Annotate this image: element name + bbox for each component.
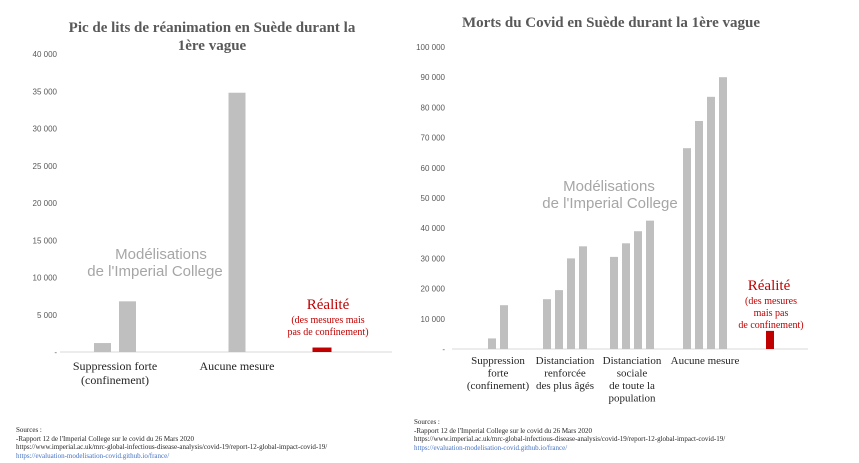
left-reality-label: Réalité: [306, 297, 350, 313]
y-tick-label: 10 000: [420, 314, 445, 324]
category-label: sociale: [616, 367, 648, 380]
y-tick-label: 25 000: [32, 161, 57, 171]
y-tick-label: 20 000: [420, 284, 445, 294]
category-label: Suppression forte: [72, 359, 158, 373]
right-sources-report: -Rapport 12 de l'Imperial College sur le covid du 26 Mars 2020: [414, 426, 592, 435]
model-bar: [567, 258, 575, 349]
right-model-label-line2: de l'Imperial College: [542, 195, 678, 212]
model-bar: [683, 148, 691, 349]
y-tick-label: 30 000: [32, 124, 57, 134]
left-sources: [16, 426, 327, 460]
y-tick-label: 20 000: [32, 199, 57, 208]
right-reality-sub-line3: de confinement): [738, 320, 804, 331]
category-label: Suppression: [471, 355, 525, 367]
y-tick-label: 40 000: [32, 50, 57, 59]
category-label: population: [608, 392, 656, 405]
category-label: des plus âgés: [535, 380, 595, 392]
right-reality-sub-line2: mais pas: [753, 308, 789, 319]
left-model-label-line1: Modélisations: [115, 246, 207, 263]
category-label: Distanciation: [602, 355, 662, 367]
y-tick-label: 70 000: [420, 133, 445, 143]
reality-bar: [313, 348, 332, 352]
model-bar: [719, 77, 727, 349]
y-tick-label: 5 000: [36, 310, 57, 320]
model-bar: [555, 290, 563, 349]
right-reality-sub-line1: (des mesures: [745, 296, 797, 307]
model-bar: [707, 97, 715, 349]
model-bar: [94, 343, 111, 352]
model-bar: [119, 301, 136, 352]
right-sources-url: https://www.imperial.ac.uk/mrc-global-infectious-disease-analysis/covid-19/report-12-global-impact-covid-19/: [414, 435, 726, 443]
model-bar: [695, 121, 703, 349]
left-model-label-line2: de l'Imperial College: [87, 263, 223, 280]
model-bar: [543, 299, 551, 349]
category-label: Distanciation: [535, 355, 595, 367]
category-label: Aucune mesure: [199, 359, 275, 373]
category-label: de toute la: [609, 380, 655, 392]
right-sources-heading: Sources :: [414, 418, 440, 426]
left-chart-title-line1: Pic de lits de réanimation en Suède durant la: [68, 20, 356, 36]
category-label: (confinement): [466, 380, 530, 392]
y-tick-label: 80 000: [420, 103, 445, 113]
model-bar: [610, 257, 618, 349]
model-bar: [622, 243, 630, 349]
model-bar: [229, 93, 246, 352]
right-chart-plot: [416, 43, 808, 405]
model-bar: [500, 305, 508, 349]
y-tick-label: 30 000: [420, 254, 445, 264]
reality-bar: [766, 331, 774, 349]
category-label: Aucune mesure: [670, 355, 740, 367]
category-label: (confinement): [81, 373, 149, 387]
left-sources-link[interactable]: https://evaluation-modelisation-covid.github.io/france/: [16, 451, 170, 460]
category-label: renforcée: [544, 367, 586, 380]
y-tick-label: 50 000: [420, 194, 445, 203]
right-chart-title: Morts du Covid en Suède durant la 1ère vague: [461, 15, 761, 31]
y-tick-label: 35 000: [32, 87, 57, 97]
right-sources-link[interactable]: https://evaluation-modelisation-covid.github.io/france/: [414, 443, 568, 452]
left-sources-url: https://www.imperial.ac.uk/mrc-global-infectious-disease-analysis/covid-19/report-12-global-impact-covid-19/: [16, 443, 328, 451]
right-sources: [414, 418, 725, 452]
right-reality-label: Réalité: [747, 278, 791, 294]
category-label: forte: [487, 367, 509, 380]
model-bar: [646, 221, 654, 349]
left-chart-title-line2: 1ère vague: [177, 38, 247, 54]
y-tick-label: -: [54, 348, 57, 357]
y-tick-label: 15 000: [32, 236, 57, 246]
left-reality-sub-line2: pas de confinement): [287, 327, 369, 338]
model-bar: [579, 246, 587, 349]
left-reality-sub-line1: (des mesures mais: [291, 315, 365, 326]
y-tick-label: -: [442, 345, 445, 354]
model-bar: [488, 338, 496, 349]
y-tick-label: 40 000: [420, 224, 445, 234]
right-model-label-line1: Modélisations: [563, 178, 655, 195]
y-tick-label: 60 000: [420, 163, 445, 173]
y-tick-label: 10 000: [32, 273, 57, 283]
left-sources-heading: Sources :: [16, 426, 42, 434]
left-sources-report: -Rapport 12 de l'Imperial College sur le covid du 26 Mars 2020: [16, 434, 194, 443]
y-tick-label: 100 000: [416, 43, 445, 52]
y-tick-label: 90 000: [420, 73, 445, 83]
model-bar: [634, 231, 642, 349]
